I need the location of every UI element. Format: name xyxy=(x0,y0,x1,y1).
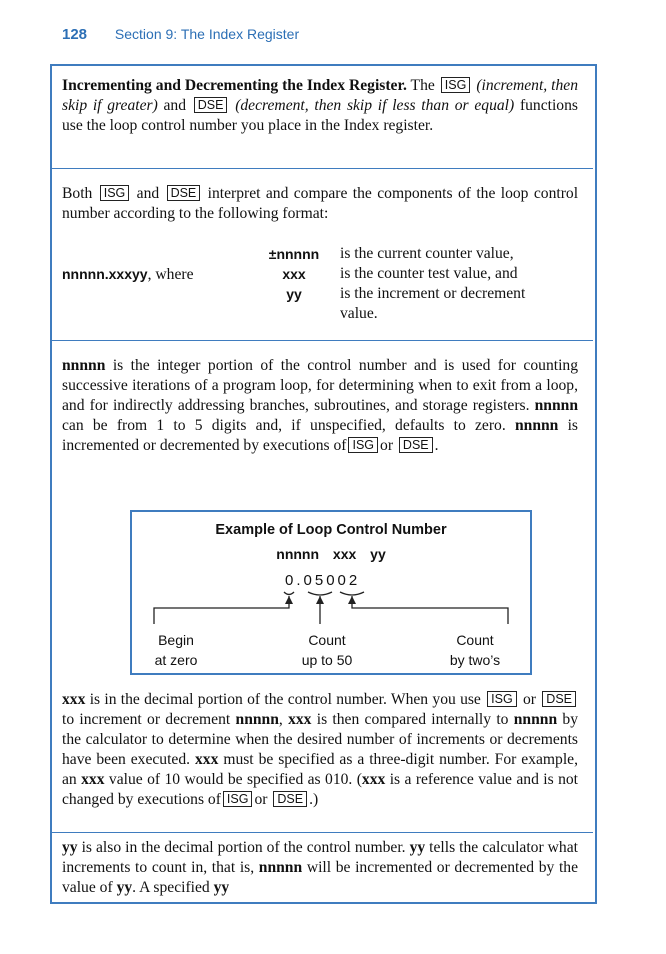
isg-key: ISG xyxy=(441,77,471,93)
page-header xyxy=(62,26,299,43)
paragraph-nnnnn: nnnnn is the integer portion of the control number and is used for counting successive iterations of a program loop, for determining when to exit from a loop, and for indirectly addressing branches, subroutines, and storage registers. nnnnn can be from 1 to 5 digits and, if unspecified, defaults to zero. nnnnn is incremented or decremented by executions of ISG or DSE . xyxy=(62,357,579,454)
paragraph-intro: Incrementing and Decrementing the Index Register. The ISG (increment, then skip if greater) and DSE (decrement, then skip if less than or equal) functions use the loop control number you place in the Index register. xyxy=(62,77,578,134)
format-desc: is the counter test value, and xyxy=(340,265,518,282)
paragraph-yy: yy is also in the decimal portion of the control number. yy tells the calculator what increments to count in, that is, nnnnn will be incremented or decremented by the value of yy. A specified yy xyxy=(62,839,578,896)
divider xyxy=(52,168,593,169)
dse-key: DSE xyxy=(167,185,201,201)
section-heading: Incrementing and Decrementing the Index Register. xyxy=(62,77,407,94)
isg-key: ISG xyxy=(348,437,378,453)
example-fields: nnnnn xxx yy xyxy=(276,546,386,562)
example-label-count-by: Count by two’s xyxy=(449,632,501,668)
format-desc: is the current counter value, xyxy=(340,245,514,262)
format-number: nnnnn.xxxyy, where xyxy=(62,266,194,283)
isg-key: ISG xyxy=(223,791,253,807)
format-code-xxx: xxx xyxy=(282,266,306,282)
paragraph-format-intro: Both ISG and DSE interpret and compare the components of the loop control number according to the following format: xyxy=(62,185,579,222)
example-box xyxy=(130,510,532,675)
example-label-begin: Begin at zero xyxy=(154,632,198,668)
page-number: 128 xyxy=(62,26,88,43)
isg-key: ISG xyxy=(487,691,517,707)
format-desc: value. xyxy=(340,305,378,322)
format-code-nnnnn: ±nnnnn xyxy=(268,246,320,262)
divider xyxy=(52,832,593,833)
dse-key: DSE xyxy=(542,691,576,707)
example-number: 0.05002 xyxy=(285,572,361,589)
format-code-yy: yy xyxy=(286,286,302,302)
paragraph-xxx: xxx is in the decimal portion of the control number. When you use ISG or DSE to increment or decrement nnnnn, xxx is then compared internally to nnnnn by the calculator to determine when the desired number of increments or decrements have been executed. xxx must be specified as a three-digit number. For example, an xxx value of 10 would be specified as 010. (xxx is a reference value and is not changed by executions of ISG or DSE .) xyxy=(62,691,578,808)
divider xyxy=(52,340,593,341)
dse-key: DSE xyxy=(194,97,228,113)
dse-key: DSE xyxy=(399,437,433,453)
isg-key: ISG xyxy=(100,185,130,201)
example-label-count-up: Count up to 50 xyxy=(301,632,353,668)
example-title: Example of Loop Control Number xyxy=(215,522,447,538)
section-title: Section 9: The Index Register xyxy=(114,26,300,42)
dse-key: DSE xyxy=(273,791,307,807)
format-desc: is the increment or decrement xyxy=(340,285,526,302)
